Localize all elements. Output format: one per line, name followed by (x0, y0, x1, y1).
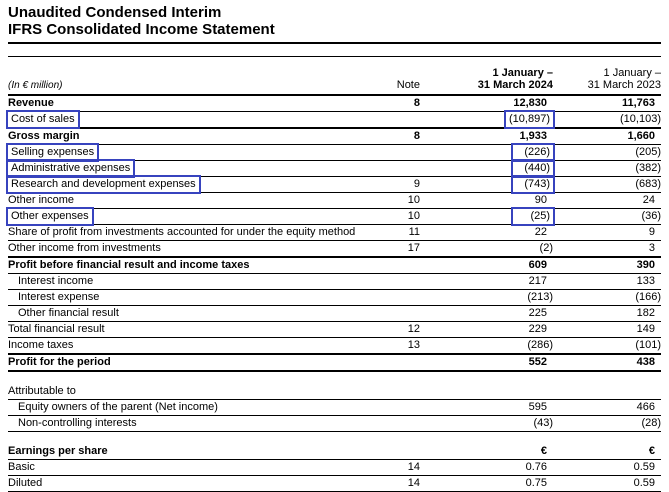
value: 595 (528, 401, 547, 413)
row-label: Income taxes (8, 339, 74, 351)
document-title-line2: IFRS Consolidated Income Statement (8, 21, 275, 38)
highlighted-row-label: Research and development expenses (8, 177, 199, 192)
table-row (8, 257, 661, 274)
row-label: Other income from investments (8, 242, 161, 254)
value: € (540, 445, 547, 457)
label-cell (8, 95, 388, 112)
value-cell-2023 (553, 274, 661, 290)
value: (10,103) (620, 113, 661, 125)
row-label: Basic (8, 461, 35, 473)
value: 9 (648, 226, 655, 238)
value-cell-2023 (553, 384, 661, 400)
table-row (8, 241, 661, 258)
value-cell-2023 (553, 400, 661, 416)
value: (101) (635, 339, 661, 351)
label-cell (8, 400, 388, 416)
value: (166) (635, 291, 661, 303)
value-cell-2023 (553, 322, 661, 338)
highlighted-value: (226) (513, 145, 553, 160)
note-cell (388, 416, 420, 432)
label-cell (8, 209, 388, 225)
value: 90 (534, 194, 547, 206)
period-2023-header: 1 January – 31 March 2023 (553, 57, 661, 96)
note-cell (388, 384, 420, 400)
note-cell (388, 444, 420, 460)
label-cell (8, 322, 388, 338)
value: 1,660 (627, 130, 655, 142)
row-label: Attributable to (8, 385, 76, 397)
value-cell-2024 (420, 177, 553, 193)
value: 229 (528, 323, 547, 335)
value: 12,830 (513, 97, 547, 109)
table-row (8, 95, 661, 112)
label-cell (8, 225, 388, 241)
label-cell (8, 338, 388, 355)
row-label: Revenue (8, 97, 54, 109)
value: € (648, 445, 655, 457)
value: 0.75 (525, 477, 547, 489)
note-cell (388, 257, 420, 274)
value: 3 (648, 242, 655, 254)
value: 609 (528, 259, 547, 271)
table-row (8, 322, 661, 338)
income-statement-table-wrap (8, 56, 661, 492)
value-cell-2023 (553, 338, 661, 355)
value-cell-2024 (420, 128, 553, 145)
row-label: Other income (8, 194, 75, 206)
note-cell: 17 (388, 241, 420, 258)
note-cell (388, 145, 420, 161)
unit-label: (In € million) (8, 57, 388, 96)
table-row (8, 384, 661, 400)
table-row (8, 290, 661, 306)
row-label: Total financial result (8, 323, 105, 335)
value: (683) (635, 178, 661, 190)
value-cell-2024 (420, 444, 553, 460)
value-cell-2023 (553, 177, 661, 193)
value-cell-2024 (420, 161, 553, 177)
row-label: Profit for the period (8, 356, 111, 368)
note-cell: 11 (388, 225, 420, 241)
value: 22 (534, 226, 547, 238)
highlighted-row-label: Cost of sales (8, 112, 78, 127)
value-cell-2024 (420, 274, 553, 290)
note-cell: 14 (388, 460, 420, 476)
note-cell: 10 (388, 209, 420, 225)
highlighted-value: (10,897) (506, 112, 553, 127)
note-cell (388, 400, 420, 416)
value: (205) (635, 146, 661, 158)
table-row (8, 193, 661, 209)
label-cell (8, 193, 388, 209)
value-cell-2024 (420, 384, 553, 400)
note-cell: 12 (388, 322, 420, 338)
note-cell (388, 274, 420, 290)
value-cell-2024 (420, 322, 553, 338)
label-cell (8, 274, 388, 290)
note-cell (388, 306, 420, 322)
note-cell: 8 (388, 128, 420, 145)
row-label: Share of profit from investments accounted for under the equity method (8, 226, 356, 238)
spacer-cell (8, 432, 661, 445)
label-cell (8, 444, 388, 460)
label-cell (8, 384, 388, 400)
table-row (8, 354, 661, 371)
value-cell-2023 (553, 290, 661, 306)
value: (28) (641, 417, 661, 429)
note-cell: 9 (388, 177, 420, 193)
value-cell-2023 (553, 209, 661, 225)
value-cell-2024 (420, 193, 553, 209)
value: 149 (636, 323, 655, 335)
value-cell-2023 (553, 460, 661, 476)
value: 1,933 (519, 130, 547, 142)
value: 0.76 (525, 461, 547, 473)
value: 390 (636, 259, 655, 271)
table-header-row (8, 57, 661, 96)
row-label: Gross margin (8, 130, 80, 142)
value-cell-2023 (553, 193, 661, 209)
value: 552 (528, 356, 547, 368)
row-label: Non-controlling interests (18, 417, 137, 429)
value: 182 (636, 307, 655, 319)
value-cell-2023 (553, 145, 661, 161)
value-cell-2023 (553, 416, 661, 432)
value-cell-2023 (553, 241, 661, 258)
table-row (8, 128, 661, 145)
spacer-row (8, 371, 661, 384)
row-label: Interest expense (18, 291, 100, 303)
value-cell-2024 (420, 476, 553, 492)
table-row (8, 209, 661, 225)
highlighted-value: (743) (513, 177, 553, 192)
value: 466 (636, 401, 655, 413)
label-cell (8, 306, 388, 322)
value: 0.59 (633, 461, 655, 473)
label-cell (8, 161, 388, 177)
highlighted-row-label: Other expenses (8, 209, 92, 224)
value-cell-2023 (553, 161, 661, 177)
value: 11,763 (621, 97, 655, 109)
table-row (8, 306, 661, 322)
note-cell (388, 354, 420, 371)
value: 24 (642, 194, 655, 206)
note-cell (388, 290, 420, 306)
note-column-header: Note (388, 57, 420, 96)
row-label: Earnings per share (8, 445, 108, 457)
row-label: Profit before financial result and income taxes (8, 259, 250, 271)
value: 225 (528, 307, 547, 319)
value-cell-2023 (553, 112, 661, 129)
table-row (8, 416, 661, 432)
value-cell-2023 (553, 306, 661, 322)
table-row (8, 112, 661, 129)
value-cell-2023 (553, 95, 661, 112)
value-cell-2023 (553, 354, 661, 371)
table-row (8, 476, 661, 492)
label-cell (8, 460, 388, 476)
document-title (8, 4, 661, 44)
table-row (8, 161, 661, 177)
value: 0.59 (633, 477, 655, 489)
value-cell-2024 (420, 290, 553, 306)
value-cell-2023 (553, 444, 661, 460)
table-row (8, 400, 661, 416)
label-cell (8, 290, 388, 306)
table-row (8, 338, 661, 355)
spacer-row (8, 432, 661, 445)
value-cell-2023 (553, 476, 661, 492)
value: (2) (539, 242, 553, 254)
label-cell (8, 241, 388, 258)
label-cell (8, 354, 388, 371)
note-cell: 13 (388, 338, 420, 355)
value-cell-2024 (420, 257, 553, 274)
row-label: Interest income (18, 275, 94, 287)
income-statement-table (8, 56, 661, 492)
income-table-body (8, 95, 661, 492)
table-row (8, 274, 661, 290)
row-label: Equity owners of the parent (Net income) (18, 401, 218, 413)
label-cell (8, 112, 388, 129)
spacer-cell (8, 371, 661, 384)
value-cell-2024 (420, 95, 553, 112)
value: 438 (636, 356, 655, 368)
row-label: Diluted (8, 477, 43, 489)
value: 217 (528, 275, 547, 287)
value-cell-2024 (420, 241, 553, 258)
value-cell-2023 (553, 128, 661, 145)
note-cell: 14 (388, 476, 420, 492)
value-cell-2024 (420, 416, 553, 432)
value: (286) (527, 339, 553, 351)
value: 133 (636, 275, 655, 287)
value-cell-2024 (420, 225, 553, 241)
highlighted-value: (25) (513, 209, 553, 224)
label-cell (8, 177, 388, 193)
table-row (8, 145, 661, 161)
label-cell (8, 476, 388, 492)
table-row (8, 177, 661, 193)
label-cell (8, 145, 388, 161)
label-cell (8, 128, 388, 145)
note-cell (388, 161, 420, 177)
highlighted-row-label: Selling expenses (8, 145, 97, 160)
value-cell-2024 (420, 460, 553, 476)
note-cell: 8 (388, 95, 420, 112)
value-cell-2024 (420, 354, 553, 371)
value-cell-2024 (420, 400, 553, 416)
value: (43) (533, 417, 553, 429)
value-cell-2024 (420, 306, 553, 322)
label-cell (8, 257, 388, 274)
value: (213) (527, 291, 553, 303)
value-cell-2024 (420, 209, 553, 225)
value: (382) (635, 162, 661, 174)
value-cell-2024 (420, 145, 553, 161)
value-cell-2023 (553, 225, 661, 241)
table-row (8, 444, 661, 460)
value-cell-2023 (553, 257, 661, 274)
period-2024-header: 1 January – 31 March 2024 (420, 57, 553, 96)
row-label: Other financial result (18, 307, 119, 319)
document-title-line1: Unaudited Condensed Interim (8, 4, 222, 21)
value-cell-2024 (420, 112, 553, 129)
value: (36) (641, 210, 661, 222)
highlighted-row-label: Administrative expenses (8, 161, 133, 176)
value-cell-2024 (420, 338, 553, 355)
label-cell (8, 416, 388, 432)
table-row (8, 460, 661, 476)
table-row (8, 225, 661, 241)
note-cell: 10 (388, 193, 420, 209)
note-cell (388, 112, 420, 129)
highlighted-value: (440) (513, 161, 553, 176)
